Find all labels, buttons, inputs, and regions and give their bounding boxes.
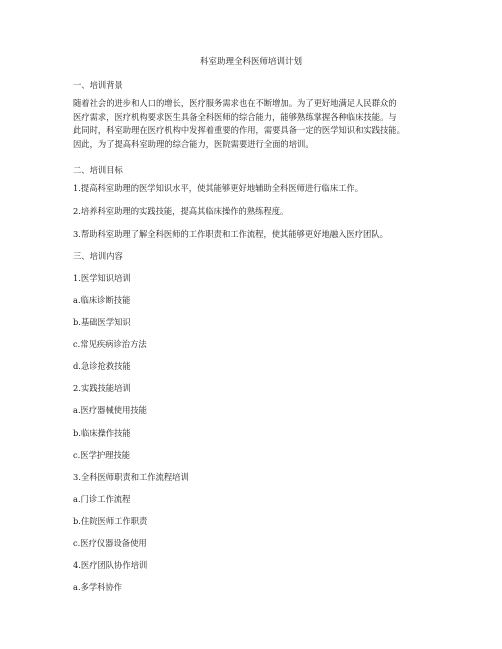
content-item: 2.实践技能培训 [73, 383, 131, 393]
section-heading-background: 一、培训背景 [73, 80, 123, 90]
content-item: a.医疗器械使用技能 [73, 405, 147, 415]
content-item: c.常见疾病诊治方法 [73, 339, 147, 349]
content-item: b.基础医学知识 [73, 317, 131, 327]
content-item: b.住院医师工作职责 [73, 516, 148, 526]
content-item: d.急诊抢救技能 [73, 361, 131, 371]
content-item: c.医疗仪器设备使用 [73, 538, 147, 548]
paragraph-line: 因此，为了提高科室助理的综合能力，医院需要进行全面的培训。 [73, 138, 314, 149]
content-item: 4.医疗团队协作培训 [73, 560, 148, 570]
goal-item: 1.提高科室助理的医学知识水平，使其能够更好地辅助全科医师进行临床工作。 [73, 183, 364, 193]
section-heading-goals: 二、培训目标 [73, 165, 123, 175]
content-item: c.医学护理技能 [73, 450, 131, 460]
content-item: a.门诊工作流程 [73, 494, 131, 504]
background-paragraph [73, 97, 443, 151]
goal-item: 2.培养科室助理的实践技能，提高其临床操作的熟练程度。 [73, 206, 289, 216]
goal-item: 3.帮助科室助理了解全科医师的工作职责和工作流程，使其能够更好地融入医疗团队。 [73, 229, 388, 239]
paragraph-line: 医疗需求，医疗机构要求医生具备全科医师的综合能力，能够熟练掌握各种临床技能。与 [73, 111, 397, 122]
content-item: a.多学科协作 [73, 582, 123, 592]
content-item: b.临床操作技能 [73, 428, 131, 438]
content-item: 1.医学知识培训 [73, 273, 131, 283]
document-title: 科室助理全科医师培训计划 [199, 57, 302, 67]
content-item: 3.全科医师职责和工作流程培训 [73, 472, 189, 482]
section-heading-content: 三、培训内容 [73, 251, 123, 261]
content-item: a.临床诊断技能 [73, 295, 131, 305]
paragraph-line: 随着社会的进步和人口的增长，医疗服务需求也在不断增加。为了更好地满足人民群众的 [73, 98, 397, 108]
paragraph-line: 此同时，科室助理在医疗机构中发挥着重要的作用，需要具备一定的医学知识和实践技能。 [73, 125, 405, 135]
